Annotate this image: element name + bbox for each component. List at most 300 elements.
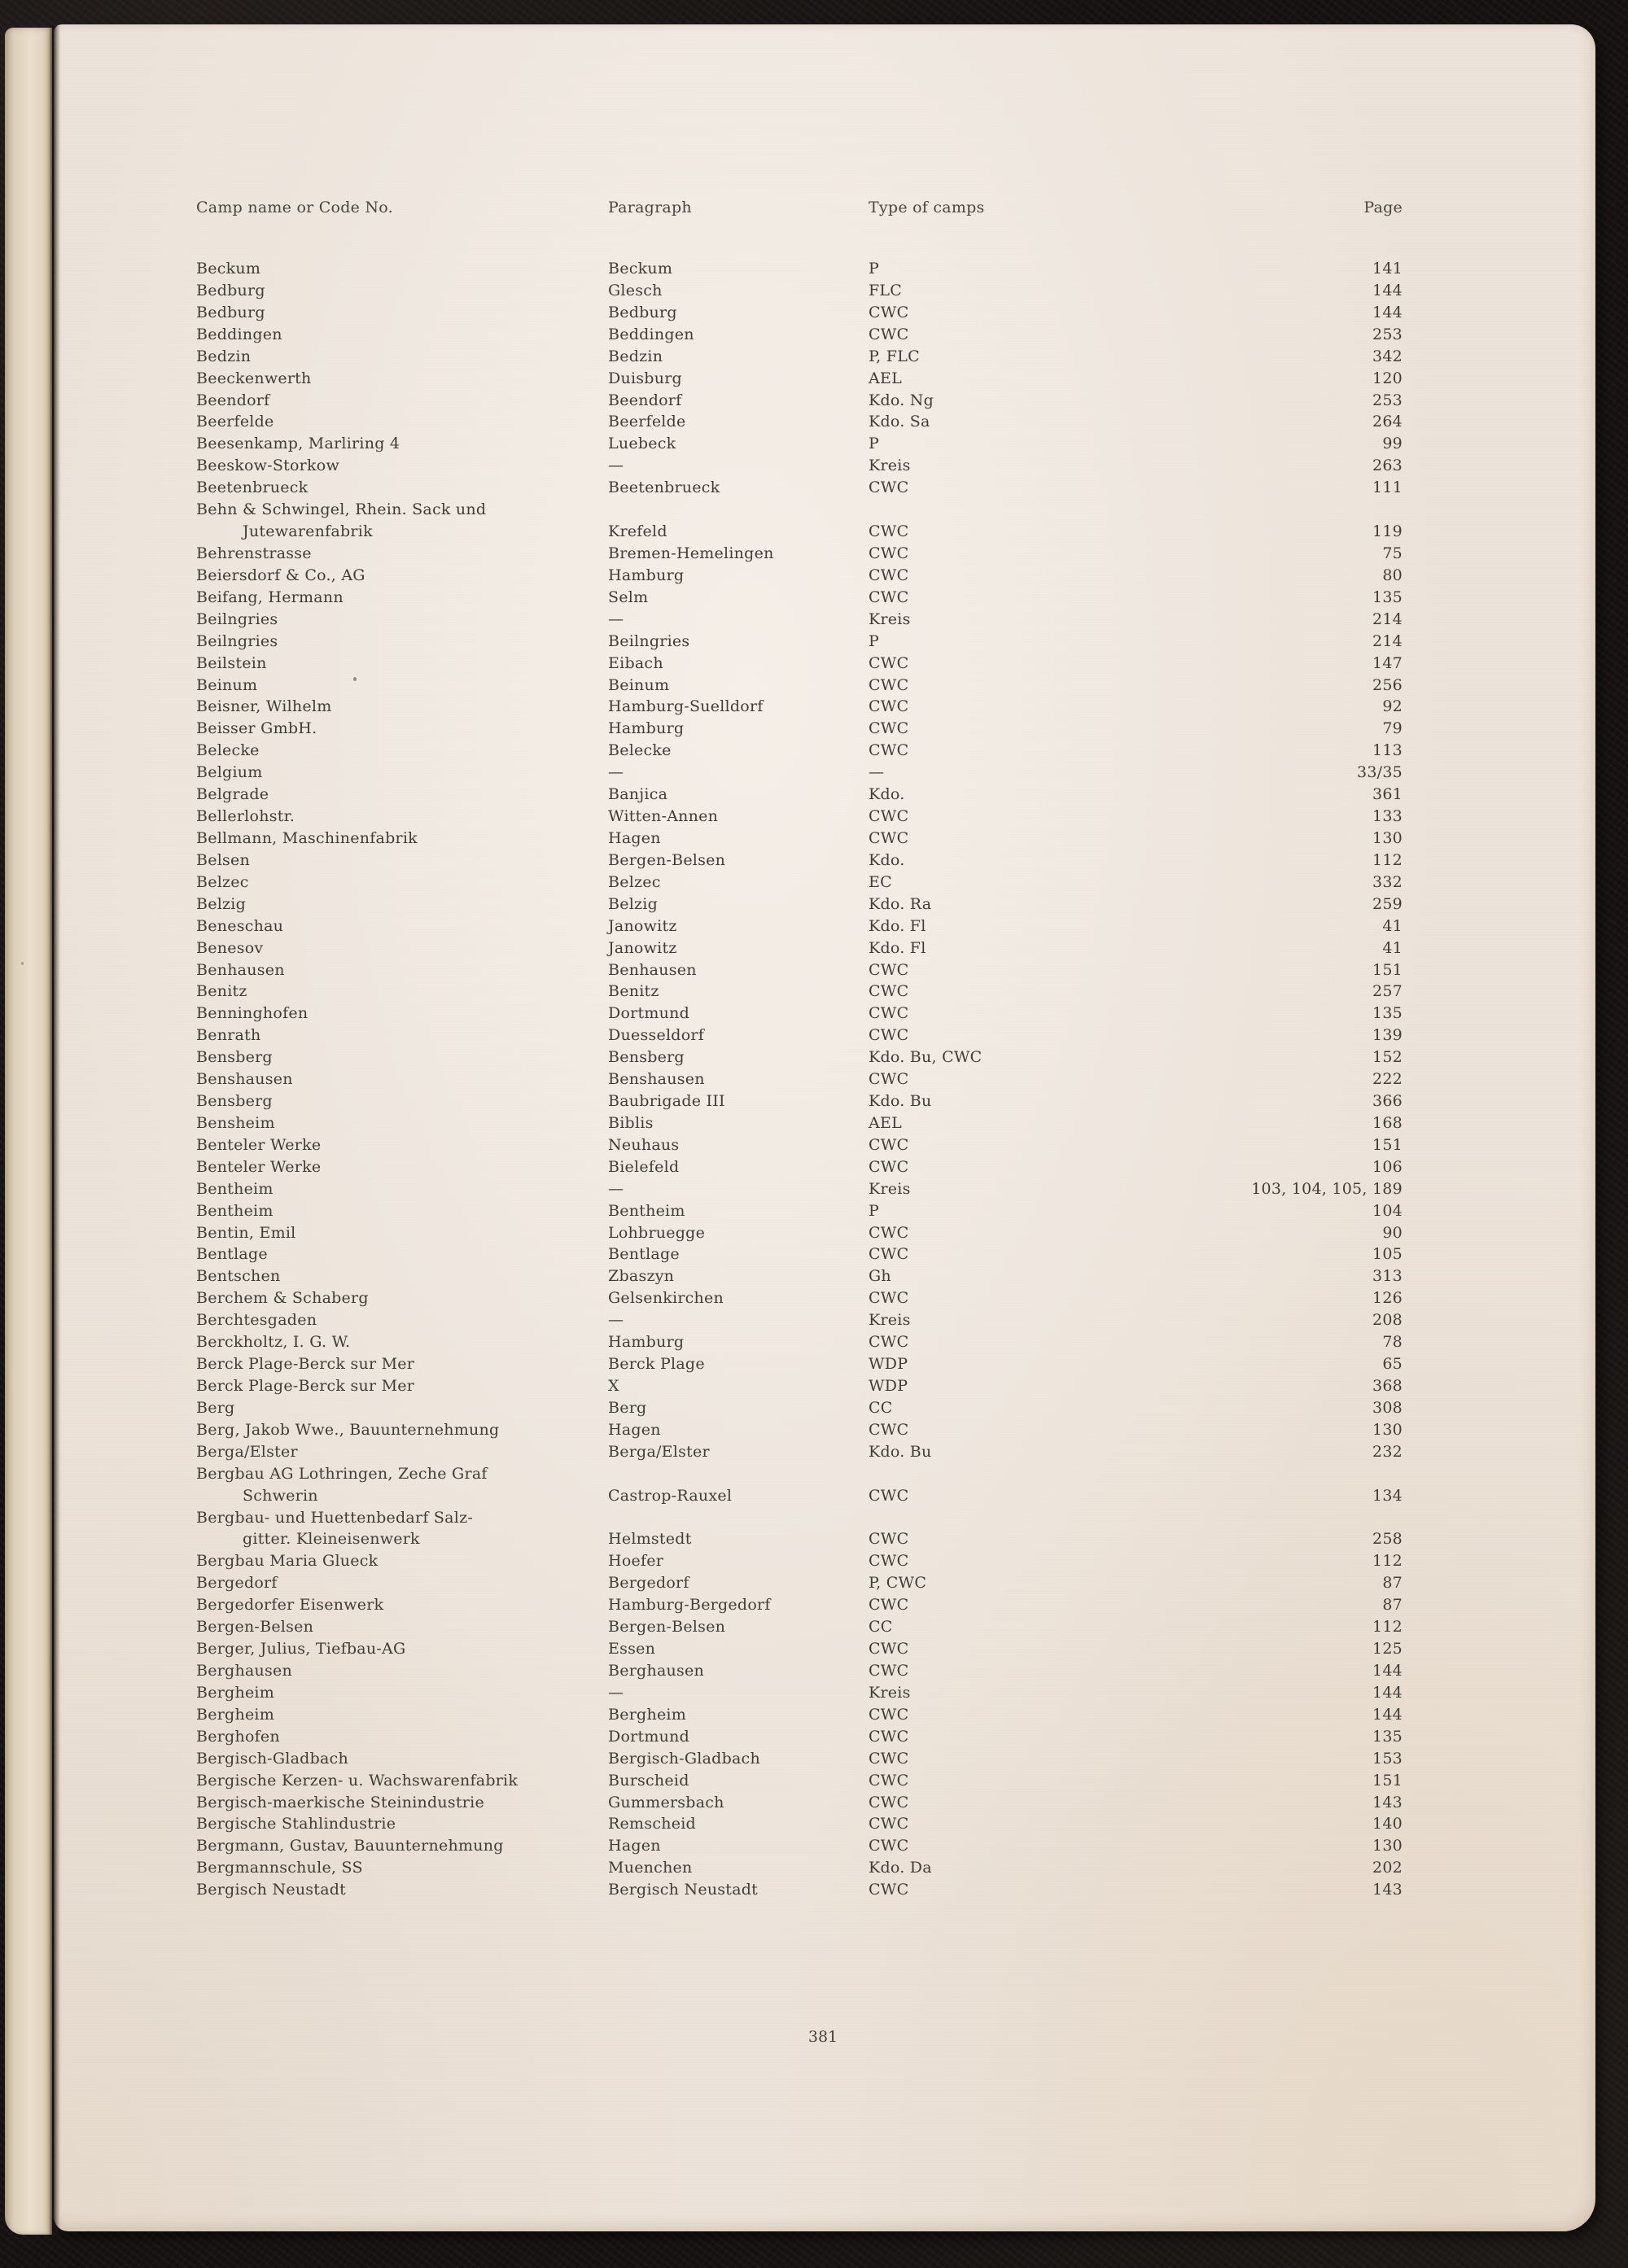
camp-name-cell: Bellerlohstr. [196, 807, 295, 826]
page-ref-cell: 135 [1372, 1727, 1403, 1746]
camp-name-cell: Benhausen [196, 960, 285, 979]
camp-name-cell: Bergmannschule, SS [196, 1859, 363, 1877]
table-row [54, 1463, 1595, 1485]
camp-type-cell: CWC [869, 303, 909, 321]
table-row [54, 1112, 1595, 1134]
page-ref-cell: 214 [1372, 631, 1403, 650]
camp-name-cell: Bergen-Belsen [196, 1618, 314, 1637]
camp-name-cell: Bentin, Emil [196, 1223, 296, 1242]
camp-name-cell: Beinum [196, 675, 258, 694]
camp-name-cell: Bergische Kerzen- u. Wachswarenfabrik [196, 1771, 519, 1789]
camp-type-cell: CWC [869, 479, 909, 497]
table-row [54, 1682, 1595, 1704]
book-page [54, 24, 1595, 2231]
page-ref-cell: 80 [1382, 566, 1403, 584]
table-row [54, 762, 1595, 784]
table-row [54, 1572, 1595, 1594]
column-header-paragraph: Paragraph [608, 199, 692, 216]
camp-type-cell: CWC [869, 1749, 909, 1768]
camp-type-cell: CWC [869, 1135, 909, 1154]
table-row [54, 455, 1595, 477]
page-ref-cell: 87 [1382, 1596, 1403, 1615]
table-header [54, 199, 1595, 221]
camp-name-cell: Berchtesgaden [196, 1311, 317, 1330]
table-row [54, 1003, 1595, 1025]
camp-type-cell: Kdo. Sa [869, 413, 930, 431]
paragraph-cell: Selm [608, 588, 649, 606]
paragraph-cell: Benshausen [608, 1070, 705, 1089]
table-row [54, 1287, 1595, 1309]
table-row [54, 1857, 1595, 1879]
paragraph-cell: Glesch [608, 281, 663, 299]
paragraph-cell: Belecke [608, 741, 672, 760]
table-row [54, 565, 1595, 587]
column-header-type-of-camps: Type of camps [869, 199, 985, 216]
page-ref-cell: 130 [1372, 1837, 1403, 1855]
paragraph-cell: Krefeld [608, 522, 667, 541]
camp-name-cell: Beisner, Wilhelm [196, 697, 332, 716]
camp-name-cell: Bentheim [196, 1201, 274, 1220]
page-ref-cell: 112 [1372, 1552, 1403, 1571]
camp-type-cell: CWC [869, 1289, 909, 1308]
camp-name-cell: Bedburg [196, 281, 265, 299]
page-ref-cell: 144 [1372, 303, 1403, 321]
camp-name-cell: Belsen [196, 850, 251, 869]
camp-type-cell: CC [869, 1398, 893, 1417]
camp-type-cell: CWC [869, 1727, 909, 1746]
paragraph-cell: Neuhaus [608, 1135, 680, 1154]
camp-type-cell: CWC [869, 1793, 909, 1811]
paragraph-cell: Castrop-Rauxel [608, 1486, 733, 1505]
paragraph-cell: Berghausen [608, 1662, 704, 1680]
page-ref-cell: 41 [1382, 916, 1403, 935]
camp-name-cell: Beiersdorf & Co., AG [196, 566, 365, 584]
table-row [54, 784, 1595, 806]
table-row [54, 1397, 1595, 1419]
table-row [54, 1660, 1595, 1682]
camp-type-cell: Kdo. Fl [869, 938, 926, 957]
paragraph-cell: Bentheim [608, 1201, 685, 1220]
page-ref-cell: 140 [1372, 1815, 1403, 1833]
page-ref-cell: 214 [1372, 610, 1403, 628]
page-ref-cell: 253 [1372, 325, 1403, 343]
camp-name-cell: Bensberg [196, 1092, 273, 1111]
camp-name-cell: Beilstein [196, 653, 267, 672]
page-ref-cell: 151 [1372, 1771, 1403, 1789]
camp-type-cell: CWC [869, 1070, 909, 1089]
paragraph-cell: Witten-Annen [608, 807, 719, 826]
camp-name-cell: Beddingen [196, 325, 282, 343]
table-row [54, 368, 1595, 390]
camp-name-cell: Beerfelde [196, 413, 274, 431]
paragraph-cell: X [608, 1377, 619, 1396]
table-row [54, 280, 1595, 302]
paragraph-cell: Hoefer [608, 1552, 664, 1571]
table-row [54, 543, 1595, 565]
table-row [54, 499, 1595, 521]
page-ref-cell: 168 [1372, 1113, 1403, 1132]
table-row [54, 872, 1595, 894]
paragraph-cell: Gelsenkirchen [608, 1289, 724, 1308]
camp-name-cell: Beendorf [196, 391, 270, 409]
table-row [54, 1879, 1595, 1901]
camp-name-cell: Berger, Julius, Tiefbau-AG [196, 1640, 406, 1658]
camp-type-cell: CWC [869, 1530, 909, 1549]
camp-type-cell: CWC [869, 1771, 909, 1789]
camp-type-cell: CWC [869, 1662, 909, 1680]
page-ref-cell: 256 [1372, 675, 1403, 694]
camp-type-cell: Kdo. Ng [869, 391, 934, 409]
camp-name-cell: Behrenstrasse [196, 544, 312, 562]
camp-name-cell: Berck Plage-Berck sur Mer [196, 1377, 415, 1396]
camp-type-cell: CWC [869, 1486, 909, 1505]
paragraph-cell: Bergheim [608, 1705, 687, 1724]
camp-name-cell: Belgium [196, 763, 263, 782]
paragraph-cell: Belzig [608, 894, 659, 913]
camp-type-cell: CWC [869, 697, 909, 716]
camp-type-cell: Kdo. Bu, CWC [869, 1048, 982, 1067]
paragraph-cell: Bergisch Neustadt [608, 1881, 759, 1899]
paragraph-cell: Bedburg [608, 303, 677, 321]
table-row [54, 718, 1595, 740]
paragraph-cell: Duesseldorf [608, 1026, 705, 1045]
camp-type-cell: P [869, 1201, 880, 1220]
camp-type-cell: CWC [869, 828, 909, 847]
table-row [54, 1178, 1595, 1200]
page-number: 381 [807, 2028, 838, 2046]
page-ref-cell: 41 [1382, 938, 1403, 957]
paragraph-cell: Hamburg [608, 566, 685, 584]
page-ref-cell: 78 [1382, 1333, 1403, 1352]
page-ref-cell: 99 [1382, 435, 1403, 453]
page-ref-cell: 111 [1372, 479, 1403, 497]
paragraph-cell: — [608, 1311, 624, 1330]
camp-name-cell: Beilngries [196, 631, 278, 650]
paragraph-cell: Bielefeld [608, 1157, 680, 1176]
page-ref-cell: 112 [1372, 1618, 1403, 1637]
camp-name-cell: Bergedorfer Eisenwerk [196, 1596, 384, 1615]
camp-name-cell: Beifang, Hermann [196, 588, 344, 606]
camp-name-cell: Bentschen [196, 1267, 281, 1286]
camp-type-cell: CWC [869, 1705, 909, 1724]
page-ref-cell: 126 [1372, 1289, 1403, 1308]
camp-type-cell: CWC [869, 982, 909, 1001]
page-ref-cell: 33/35 [1356, 763, 1403, 782]
paragraph-cell: Bensberg [608, 1048, 685, 1067]
table-row [54, 1704, 1595, 1726]
camp-name-cell: Benitz [196, 982, 247, 1001]
table-row [54, 1638, 1595, 1660]
table-row [54, 894, 1595, 916]
table-row [54, 1835, 1595, 1857]
paragraph-cell: Beendorf [608, 391, 682, 409]
table-row [54, 1616, 1595, 1638]
camp-type-cell: Kdo. Bu [869, 1092, 932, 1111]
page-ref-cell: 222 [1372, 1070, 1403, 1089]
paragraph-cell: Muenchen [608, 1859, 693, 1877]
camp-name-cell: Beneschau [196, 916, 284, 935]
table-row [54, 1200, 1595, 1222]
camp-name-cell: Bedzin [196, 347, 252, 365]
paragraph-cell: Lohbruegge [608, 1223, 706, 1242]
table-row [54, 1068, 1595, 1090]
table-row [54, 411, 1595, 433]
paragraph-cell: Hamburg [608, 719, 685, 738]
camp-type-cell: CC [869, 1618, 893, 1637]
page-ref-cell: 253 [1372, 391, 1403, 409]
table-row [54, 324, 1595, 346]
table-row [54, 1265, 1595, 1287]
paragraph-cell: — [608, 610, 624, 628]
paragraph-cell: Biblis [608, 1113, 654, 1132]
table-row [54, 1594, 1595, 1616]
table-row [54, 1047, 1595, 1068]
camp-name-cell: Bergmann, Gustav, Bauunternehmung [196, 1837, 504, 1855]
table-row [54, 916, 1595, 937]
paragraph-cell: Luebeck [608, 435, 676, 453]
camp-name-cell: Bellmann, Maschinenfabrik [196, 828, 418, 847]
camp-name-cell: Bentlage [196, 1245, 268, 1264]
page-ref-cell: 147 [1372, 653, 1403, 672]
page-ref-cell: 342 [1372, 347, 1403, 365]
paragraph-cell: — [608, 1179, 624, 1198]
paragraph-cell: Beerfelde [608, 413, 686, 431]
camp-name-cell: Beesenkamp, Marliring 4 [196, 435, 400, 453]
page-ref-cell: 144 [1372, 1662, 1403, 1680]
paragraph-cell: Bergen-Belsen [608, 1618, 726, 1637]
page-ref-cell: 361 [1372, 785, 1403, 804]
table-row [54, 390, 1595, 412]
page-ref-cell: 92 [1382, 697, 1403, 716]
table-row [54, 258, 1595, 280]
camp-type-cell: CWC [869, 544, 909, 562]
camp-type-cell: Kdo. [869, 850, 905, 869]
camp-name-cell: Bergische Stahlindustrie [196, 1815, 396, 1833]
page-ref-cell: 257 [1372, 982, 1403, 1001]
page-ref-cell: 130 [1372, 828, 1403, 847]
camp-type-cell: CWC [869, 1245, 909, 1264]
camp-type-cell: — [869, 763, 885, 782]
page-ref-cell: 144 [1372, 1705, 1403, 1724]
table-row [54, 1156, 1595, 1178]
page-ref-cell: 133 [1372, 807, 1403, 826]
paragraph-cell: — [608, 763, 624, 782]
page-ref-cell: 135 [1372, 1004, 1403, 1023]
camp-name-cell: Beetenbrueck [196, 479, 309, 497]
camp-type-cell: CWC [869, 588, 909, 606]
camp-name-cell: Bergedorf [196, 1574, 278, 1593]
page-ref-cell: 144 [1372, 281, 1403, 299]
camp-name-cell: Bergisch Neustadt [196, 1881, 347, 1899]
camp-type-cell: AEL [869, 369, 902, 387]
camp-name-cell: Bergbau AG Lothringen, Zeche Graf [196, 1464, 488, 1483]
camp-type-cell: Kdo. Ra [869, 894, 932, 913]
camp-name-cell: Berck Plage-Berck sur Mer [196, 1355, 415, 1374]
camp-name-cell: Beilngries [196, 610, 278, 628]
paragraph-cell: Burscheid [608, 1771, 689, 1789]
table-row [54, 1748, 1595, 1770]
page-ref-cell: 130 [1372, 1420, 1403, 1439]
paragraph-cell: Banjica [608, 785, 668, 804]
camp-name-cell: Benninghofen [196, 1004, 309, 1023]
camp-type-cell: Kreis [869, 1311, 911, 1330]
table-row [54, 675, 1595, 697]
page-ref-cell: 65 [1382, 1355, 1403, 1374]
camp-type-cell: CWC [869, 1026, 909, 1045]
page-ref-cell: 79 [1382, 719, 1403, 738]
table-row [54, 1331, 1595, 1353]
camp-type-cell: CWC [869, 1837, 909, 1855]
page-ref-cell: 141 [1372, 260, 1403, 277]
table-row [54, 828, 1595, 850]
book-gutter-crease [49, 26, 60, 2235]
table-row [54, 740, 1595, 762]
page-ref-cell: 263 [1372, 457, 1403, 475]
camp-type-cell: WDP [869, 1377, 908, 1396]
camp-type-cell: CWC [869, 1157, 909, 1176]
camp-type-cell: AEL [869, 1113, 902, 1132]
page-ref-cell: 103, 104, 105, 189 [1251, 1179, 1403, 1198]
camp-type-cell: EC [869, 872, 892, 891]
camp-type-cell: CWC [869, 1223, 909, 1242]
page-ref-cell: 151 [1372, 1135, 1403, 1154]
camp-type-cell: Kreis [869, 1179, 911, 1198]
camp-name-cell: Berckholtz, I. G. W. [196, 1333, 351, 1352]
table-row [54, 1134, 1595, 1156]
paragraph-cell: Baubrigade III [608, 1092, 725, 1111]
paragraph-cell: Hamburg [608, 1333, 685, 1352]
paragraph-cell: Beckum [608, 260, 673, 277]
paragraph-cell: Beinum [608, 675, 670, 694]
camp-name-cell: Belgrade [196, 785, 269, 804]
camp-type-cell: Kdo. Fl [869, 916, 926, 935]
paragraph-cell: Janowitz [608, 938, 677, 957]
page-ref-cell: 143 [1372, 1881, 1403, 1899]
camp-name-cell: Beckum [196, 260, 261, 277]
paragraph-cell: Janowitz [608, 916, 677, 935]
page-ref-cell: 112 [1372, 850, 1403, 869]
page-ref-cell: 259 [1372, 894, 1403, 913]
page-ref-cell: 313 [1372, 1267, 1403, 1286]
camp-type-cell: CWC [869, 1881, 909, 1899]
camp-type-cell: CWC [869, 1552, 909, 1571]
camp-name-cell: Benteler Werke [196, 1157, 322, 1176]
camp-name-cell: Bergisch-Gladbach [196, 1749, 348, 1768]
page-ref-cell: 264 [1372, 413, 1403, 431]
table-row [54, 937, 1595, 959]
page-ref-cell: 151 [1372, 960, 1403, 979]
camp-name-cell: Bergbau- und Huettenbedarf Salz- [196, 1508, 474, 1527]
camp-name-cell: Bergheim [196, 1705, 275, 1724]
paragraph-cell: Belzec [608, 872, 661, 891]
camp-type-cell: CWC [869, 807, 909, 826]
page-ref-cell: 143 [1372, 1793, 1403, 1811]
table-row [54, 1375, 1595, 1397]
page-ref-cell: 153 [1372, 1749, 1403, 1768]
page-ref-cell: 104 [1372, 1201, 1403, 1220]
paragraph-cell: Bedzin [608, 347, 663, 365]
paragraph-cell: Hamburg-Bergedorf [608, 1596, 771, 1615]
paragraph-cell: Hagen [608, 828, 661, 847]
table-row [54, 302, 1595, 324]
camp-name-cell: Beeskow-Storkow [196, 457, 339, 475]
camp-index-table [54, 258, 1595, 1901]
camp-name-cell: Belzec [196, 872, 249, 891]
scan-speck [21, 962, 24, 965]
paragraph-cell: Beddingen [608, 325, 694, 343]
camp-name-cell: Berga/Elster [196, 1442, 298, 1461]
camp-type-cell: CWC [869, 960, 909, 979]
paragraph-cell: Helmstedt [608, 1530, 692, 1549]
paragraph-cell: Duisburg [608, 369, 682, 387]
table-row [54, 433, 1595, 455]
camp-name-cell: Belzig [196, 894, 247, 913]
camp-name-cell: Benesov [196, 938, 264, 957]
paragraph-cell: Bergisch-Gladbach [608, 1749, 760, 1768]
table-row [54, 1309, 1595, 1331]
camp-type-cell: Kdo. Bu [869, 1442, 932, 1461]
camp-type-cell: CWC [869, 741, 909, 760]
table-row [54, 1770, 1595, 1792]
camp-type-cell: CWC [869, 653, 909, 672]
page-ref-cell: 75 [1382, 544, 1403, 562]
camp-type-cell: CWC [869, 1420, 909, 1439]
paragraph-cell: Beetenbrueck [608, 479, 720, 497]
camp-name-cell: Bergheim [196, 1683, 275, 1702]
page-ref-cell: 144 [1372, 1683, 1403, 1702]
page-ref-cell: 113 [1372, 741, 1403, 760]
camp-type-cell: P [869, 631, 880, 650]
page-ref-cell: 308 [1372, 1398, 1403, 1417]
camp-type-cell: CWC [869, 1640, 909, 1658]
table-row [54, 981, 1595, 1003]
camp-type-cell: Kreis [869, 1683, 911, 1702]
camp-name-cell: Beeckenwerth [196, 369, 312, 387]
camp-type-cell: CWC [869, 1815, 909, 1833]
table-row [54, 1025, 1595, 1047]
paragraph-cell: — [608, 1683, 624, 1702]
page-ref-cell: 366 [1372, 1092, 1403, 1111]
camp-type-cell: CWC [869, 1333, 909, 1352]
table-row [54, 521, 1595, 543]
paragraph-cell: Benitz [608, 982, 659, 1001]
camp-type-cell: Gh [869, 1267, 891, 1286]
paragraph-cell: Hagen [608, 1837, 661, 1855]
camp-type-cell: Kreis [869, 457, 911, 475]
camp-type-cell: CWC [869, 719, 909, 738]
camp-type-cell: P [869, 260, 880, 277]
paragraph-cell: Bergedorf [608, 1574, 689, 1593]
camp-name-cell: Benteler Werke [196, 1135, 322, 1154]
page-ref-cell: 332 [1372, 872, 1403, 891]
camp-name-cell: Belecke [196, 741, 260, 760]
column-header-camp-name: Camp name or Code No. [196, 199, 393, 216]
scan-speck [353, 677, 357, 681]
table-row [54, 1222, 1595, 1244]
camp-type-cell: WDP [869, 1355, 908, 1374]
camp-type-cell: P, CWC [869, 1574, 927, 1593]
table-row [54, 587, 1595, 609]
paragraph-cell: Hagen [608, 1420, 661, 1439]
paragraph-cell: Bentlage [608, 1245, 680, 1264]
camp-name-cell: gitter. Kleineisenwerk [243, 1530, 420, 1549]
camp-name-cell: Benrath [196, 1026, 261, 1045]
table-row [54, 1441, 1595, 1463]
camp-name-cell: Bensheim [196, 1113, 275, 1132]
camp-type-cell: P [869, 435, 880, 453]
table-row [54, 1353, 1595, 1375]
camp-name-cell: Berghausen [196, 1662, 292, 1680]
